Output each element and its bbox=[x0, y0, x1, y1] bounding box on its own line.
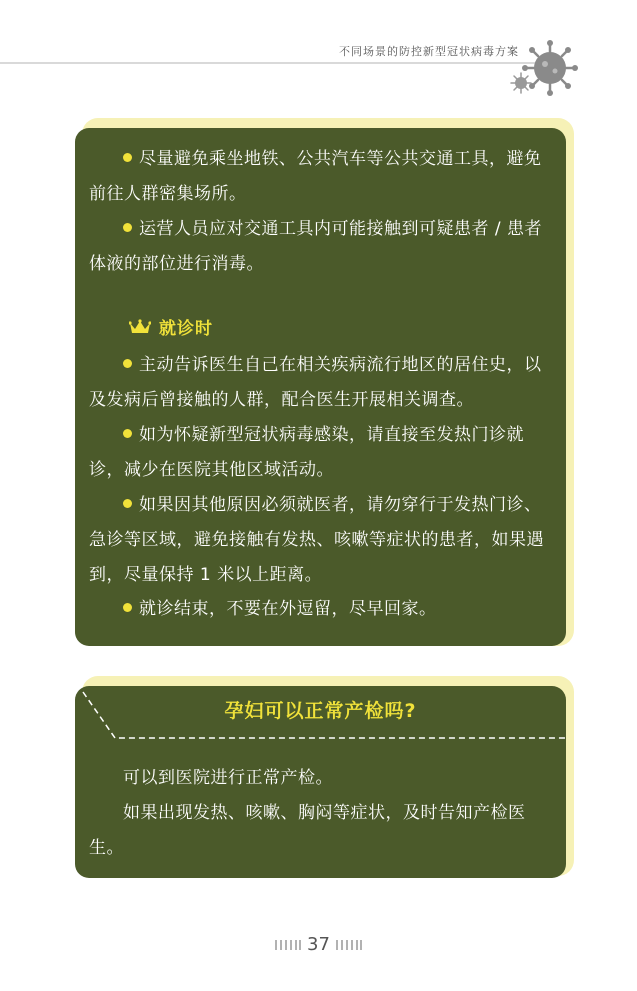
bullet-dot-icon bbox=[123, 153, 132, 162]
bullet-dot-icon bbox=[123, 223, 132, 232]
bullet-paragraph: 尽量避免乘坐地铁、公共汽车等公共交通工具，避免前往人群密集场所。 bbox=[89, 149, 542, 204]
answer-paragraph: 如果出现发热、咳嗽、胸闷等症状，及时告知产检医生。 bbox=[89, 803, 526, 858]
bullet-paragraph: 运营人员应对交通工具内可能接触到可疑患者 / 患者体液的部位进行消毒。 bbox=[89, 219, 543, 274]
tick-marks-icon bbox=[336, 940, 362, 950]
page-number: 37 bbox=[0, 934, 637, 955]
crown-icon bbox=[129, 319, 151, 335]
guidance-card bbox=[75, 128, 566, 646]
bullet-dot-icon bbox=[123, 499, 132, 508]
bullet-dot-icon bbox=[123, 429, 132, 438]
bullet-paragraph: 如为怀疑新型冠状病毒感染，请直接至发热门诊就诊，减少在医院其他区域活动。 bbox=[89, 425, 524, 480]
answer-paragraph: 可以到医院进行正常产检。 bbox=[123, 768, 333, 788]
bullet-paragraph: 如果因其他原因必须就医者，请勿穿行于发热门诊、急诊等区域，避免接触有发热、咳嗽等症状的患者，如果遇到，尽量保持 1 米以上距离。 bbox=[89, 495, 544, 585]
bullet-paragraph: 就诊结束，不要在外逗留，尽早回家。 bbox=[89, 592, 553, 627]
qa-card bbox=[75, 686, 566, 878]
question-title: 孕妇可以正常产检吗? bbox=[224, 700, 417, 722]
running-header: 不同场景的防控新型冠状病毒方案 bbox=[339, 45, 519, 58]
section-heading: 就诊时 bbox=[129, 314, 213, 339]
bullet-paragraph: 主动告诉医生自己在相关疾病流行地区的居住史，以及发病后曾接触的人群，配合医生开展相关调查。 bbox=[89, 355, 542, 410]
tick-marks-icon bbox=[275, 940, 301, 950]
bullet-dot-icon bbox=[123, 603, 132, 612]
header-divider bbox=[0, 62, 535, 64]
virus-small-icon bbox=[510, 72, 532, 94]
bullet-dot-icon bbox=[123, 359, 132, 368]
